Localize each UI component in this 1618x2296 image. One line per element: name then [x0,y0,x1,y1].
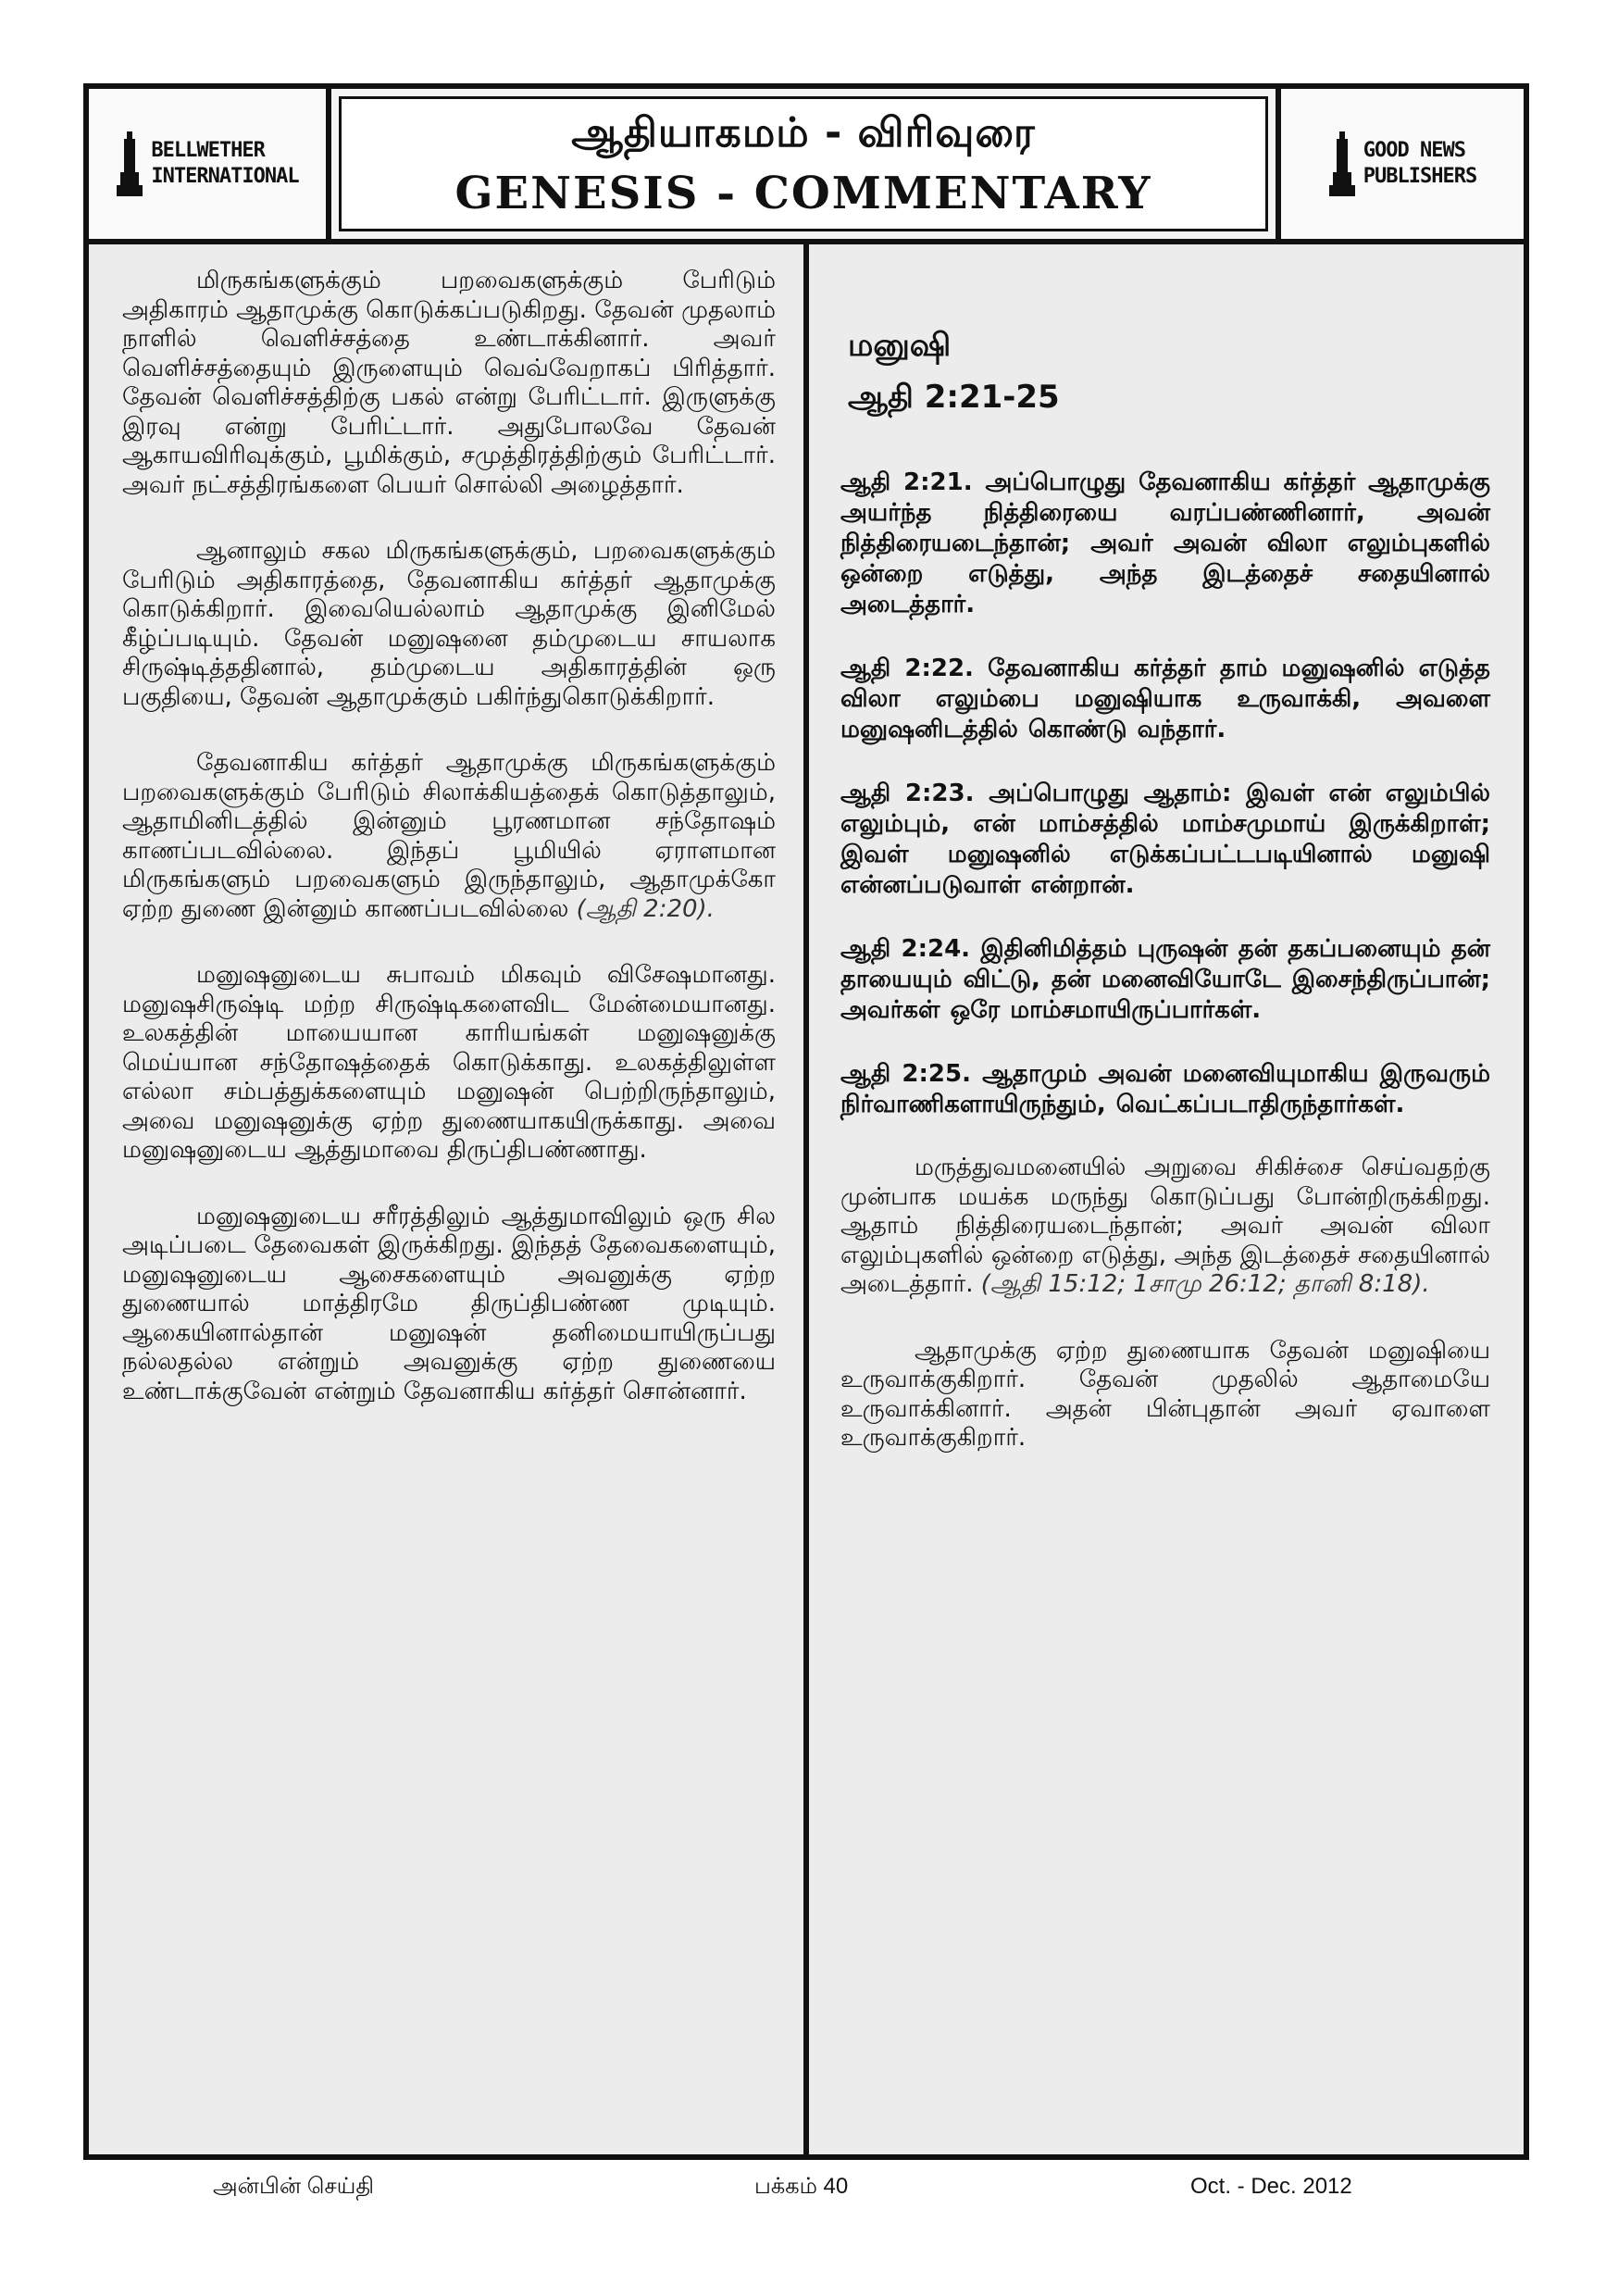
footer-page-number: பக்கம் 40 [754,2174,849,2199]
bell-tower-icon [116,131,143,196]
logo-line-1: BELLWETHER [151,139,265,162]
bellwether-logo [89,89,331,239]
left-column [89,244,809,2154]
logo-line-2: INTERNATIONAL [151,165,299,188]
tower-icon [1328,131,1356,196]
verse-text: ஆதி 2:24. இதினிமித்தம் புருஷன் தன் தகப்பனையும் தன் தாயையும் விட்டு, தன் மனைவியோடே இசைந்திருப்பான்; அவர்கள் ஒரே மாம்சமாயிருப்பார்கள். [840,935,1490,1024]
logo-line-1: GOOD NEWS [1363,139,1465,162]
verse-text: ஆதி 2:22. தேவனாகிய கர்த்தர் தாம் மனுஷனில் எடுத்த விலா எலும்பை மனுஷியாக உருவாக்கி, அவளை மனுஷனிடத்தில் கொண்டு வந்தார். [840,655,1490,743]
section-reference: ஆதி 2:21-25 [848,378,1060,416]
good-news-logo [1276,89,1524,239]
title-tamil: ஆதியாகமம் - விரிவுரை [571,108,1036,156]
right-column [809,244,1524,2154]
paragraph-text: மருத்துவமனையில் அறுவை சிகிச்சை செய்வதற்கு முன்பாக மயக்க மருந்து கொடுப்பது போன்றிருக்கிறது. ஆதாம் நித்திரையடைந்தான்; அவர் அவன் விலா எலும்புகளில் ஒன்றை எடுத்து, அந்த இடத்தைச் சதையினால் அடைத்தார். [840,1154,1490,1298]
logo-line-2: PUBLISHERS [1363,165,1477,188]
footer-issue-date: Oct. - Dec. 2012 [1190,2174,1352,2199]
paragraph-text: தேவனாகிய கர்த்தர் ஆதாமுக்கு மிருகங்களுக்கும் பறவைகளுக்கும் பேரிடும் சிலாக்கியத்தைக் கொடுத்தாலும், ஆதாமினிடத்தில் இன்னும் பூரணமான சந்தோஷம் காணப்படவில்லை. இந்தப் பூமியில் ஏராளமான மிருகங்களும் பறவைகளும் இருந்தாலும், ஆதாமுக்கோ ஏற்ற துணை இன்னும் காணப்படவில்லை [122,749,776,923]
title-box [339,96,1268,231]
paragraph: ஆனாலும் சகல மிருகங்களுக்கும், பறவைகளுக்கும் பேரிடும் அதிகாரத்தை, தேவனாகிய கர்த்தர் ஆதாமுக்கு கொடுக்கிறார். இவையெல்லாம் ஆதாமுக்கு இனிமேல் கீழ்ப்படியும். தேவன் மனுஷனை தம்முடைய சாயலாக சிருஷ்டித்ததினால், தம்முடைய அதிகாரத்தின் ஒரு பகுதியை, தேவன் ஆதாமுக்கும் பகிர்ந்துகொடுக்கிறார். [122,537,776,711]
paragraph: மனுஷனுடைய சுபாவம் மிகவும் விசேஷமானது. மனுஷசிருஷ்டி மற்ற சிருஷ்டிகளைவிட மேன்மையானது. உலகத்தின் மாயையான காரியங்கள் மனுஷனுக்கு மெய்யான சந்தோஷத்தைக் கொடுக்காது. உலகத்திலுள்ள எல்லா சம்பத்துக்களையும் மனுஷன் பெற்றிருந்தாலும், அவை மனுஷனுக்கு ஏற்ற துணையாகயிருக்காது. அவை மனுஷனுடைய ஆத்துமாவை திருப்திபண்ணாது. [122,961,776,1164]
paragraph [840,1154,1490,1300]
page-header [89,89,1524,244]
paragraph: ஆதாமுக்கு ஏற்ற துணையாக தேவன் மனுஷியை உருவாக்குகிறார். தேவன் முதலில் ஆதாமையே உருவாக்கினார். அதன் பின்புதான் அவர் ஏவாளை உருவாக்குகிறார். [840,1336,1490,1452]
footer-publication: அன்பின் செய்தி [213,2174,374,2199]
paragraph: மிருகங்களுக்கும் பறவைகளுக்கும் பேரிடும் அதிகாரம் ஆதாமுக்கு கொடுக்கப்படுகிறது. தேவன் முதலாம் நாளில் வெளிச்சத்தை உண்டாக்கினார். அவர் வெளிச்சத்தையும் இருளையும் வெவ்வேறாகப் பிரித்தார். தேவன் வெளிச்சத்திற்கு பகல் என்று பேரிட்டார். இருளுக்கு இரவு என்று பேரிட்டார். அதுபோலவே தேவன் ஆகாயவிரிவுக்கும், பூமிக்கும், சமுத்திரத்திற்கும் பேரிட்டார். அவர் நட்சத்திரங்களை பெயர் சொல்லி அழைத்தார். [122,267,776,499]
verse-reference: (ஆதி 2:20). [576,894,715,923]
verse-reference: (ஆதி 15:12; 1சாமு 26:12; தானி 8:18). [980,1270,1430,1298]
page-footer [83,2174,1529,2211]
paragraph [122,749,776,924]
verse-text: ஆதி 2:23. அப்பொழுது ஆதாம்: இவள் என் எலும்பில் எலும்பும், என் மாம்சத்தில் மாம்சமுமாய் இருக்கிறாள்; இவள் மனுஷனில் எடுக்கப்பட்டபடியினால் மனுஷி என்னப்படுவாள் என்றான். [840,780,1490,899]
title-english: GENESIS - COMMENTARY [454,167,1152,219]
page-frame [83,83,1529,2160]
section-heading: மனுஷி [848,327,952,364]
paragraph: மனுஷனுடைய சரீரத்திலும் ஆத்துமாவிலும் ஒரு சில அடிப்படை தேவைகள் இருக்கிறது. இந்தத் தேவைகளையும், மனுஷனுடைய ஆசைகளையும் அவனுக்கு ஏற்ற துணையால் மாத்திரமே திருப்திபண்ண முடியும். ஆகையினால்தான் மனுஷன் தனிமையாயிருப்பது நல்லதல்ல என்றும் அவனுக்கு ஏற்ற துணையை உண்டாக்குவேன் என்றும் தேவனாகிய கர்த்தர் சொன்னார். [122,1202,776,1405]
verse-text: ஆதி 2:25. ஆதாமும் அவன் மனைவியுமாகிய இருவரும் நிர்வாணிகளாயிருந்தும், வெட்கப்படாதிருந்தார்கள். [840,1060,1490,1118]
verse-text: ஆதி 2:21. அப்பொழுது தேவனாகிய கர்த்தர் ஆதாமுக்கு அயர்ந்த நித்திரையை வரப்பண்ணினார், அவன் நித்திரையடைந்தான்; அவர் அவன் விலா எலும்புகளில் ஒன்றை எடுத்து, அந்த இடத்தைச் சதையினால் அடைத்தார். [840,468,1490,618]
